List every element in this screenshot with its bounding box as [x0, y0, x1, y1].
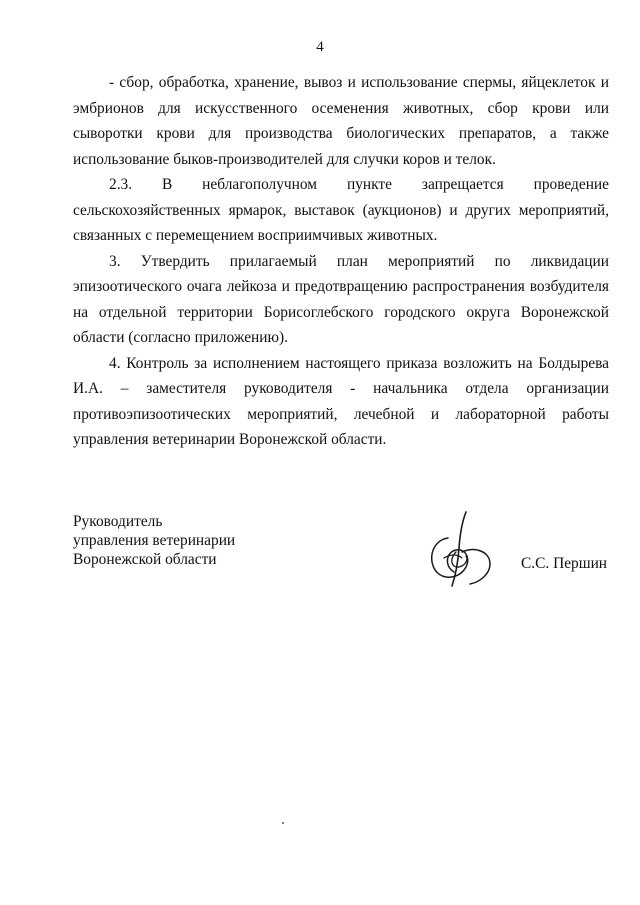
document-body — [73, 70, 609, 453]
paragraph-3-approve-plan: 3. Утвердить прилагаемый план мероприятий по ликвидации эпизоотического очага лейкоза и предотвращению распространения возбудителя на отдельной территории Борисоглебского городского округа Воронежской области (согласно приложению). — [73, 252, 609, 346]
scan-speck — [282, 822, 284, 824]
signatory-position-line-1: Руководитель — [73, 513, 163, 530]
paragraph-4-control: 4. Контроль за исполнением настоящего приказа возложить на Болдырева И.А. – заместителя руководителя - начальника отдела организации противоэпизоотических мероприятий, лечебной и лабораторной работы управления ветеринарии Воронежской области. — [73, 354, 609, 448]
signer-name: С.С. Першин — [521, 555, 608, 572]
handwritten-signature — [426, 508, 494, 594]
signatory-position — [73, 512, 235, 569]
paragraph-breeding-restrictions: - сбор, обработка, хранение, вывоз и использование спермы, яйцеклеток и эмбрионов для искусственного осеменения животных, сбор крови или сыворотки крови для производства биологических препаратов, а также использование быков-производителей для случки коров и телок. — [73, 74, 609, 168]
paragraph-2-3-fairs-prohibited: 2.3. В неблагополучном пункте запрещается проведение сельскохозяйственных ярмарок, выставок (аукционов) и других мероприятий, связанных с перемещением восприимчивых животных. — [73, 176, 609, 244]
signatory-position-line-3: Воронежской области — [73, 551, 217, 568]
signatory-position-line-2: управления ветеринарии — [73, 532, 236, 549]
page-number: 4 — [316, 39, 324, 55]
